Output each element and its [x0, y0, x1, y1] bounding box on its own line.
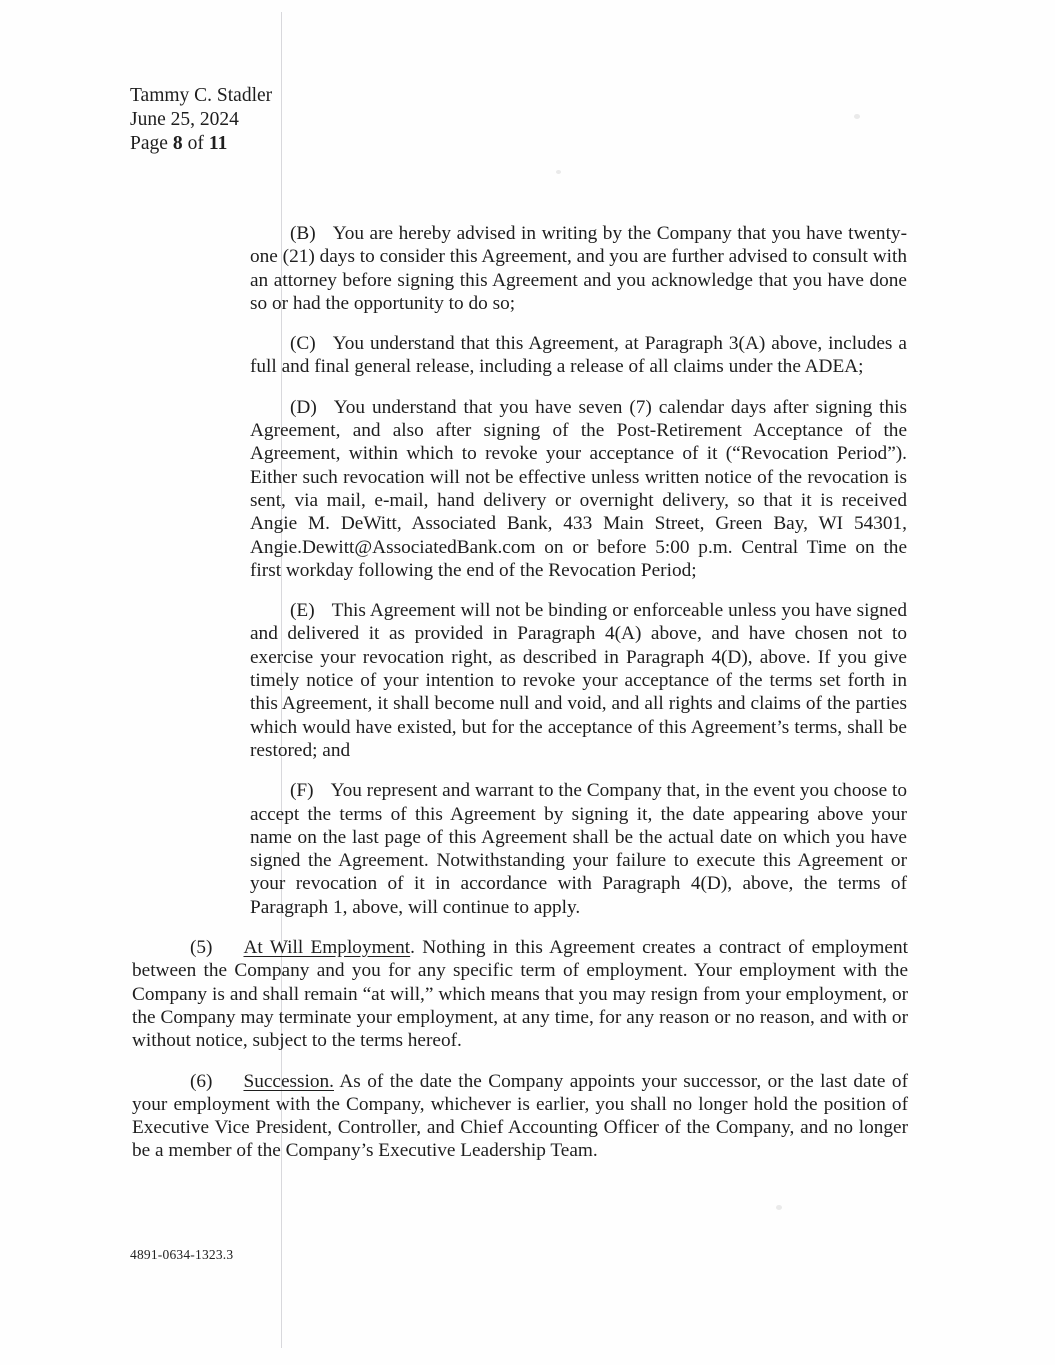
- letter-date: June 25, 2024: [130, 109, 239, 130]
- scan-speck: [556, 170, 561, 174]
- subparagraph-text: You understand that this Agreement, at Paragraph 3(A) above, includes a full and final general release, including a release of all claims under the ADEA;: [250, 333, 907, 378]
- subparagraph-E: [250, 599, 907, 762]
- subparagraph-F: [250, 779, 907, 919]
- page-number: 8: [172, 133, 183, 154]
- subparagraph-D: [250, 396, 907, 582]
- scan-speck: [776, 1205, 782, 1210]
- section-text: As of the date the Company appoints your successor, or the last date of your employment with the Company, whichever is earlier, you shall no longer hold the position of Executive Vice President, Controller, and Chief Accounting Officer of the Company, and no longer be a member of the Company’s Executive Leadership Team.: [132, 1070, 908, 1162]
- section-label: (6): [190, 1070, 213, 1092]
- page-indicator: [130, 132, 272, 156]
- recipient-name: Tammy C. Stadler: [130, 85, 273, 106]
- page-header: [130, 84, 272, 156]
- document-body: [132, 222, 908, 1180]
- subparagraph-label: (F): [290, 780, 314, 802]
- document-control-number: 4891-0634-1323.3: [130, 1247, 234, 1262]
- page-total: 11: [208, 133, 228, 154]
- subparagraph-label: (B): [290, 223, 316, 244]
- section-6-succession: [132, 1070, 908, 1163]
- subparagraph-label: (D): [290, 396, 317, 418]
- subparagraph-label: (E): [290, 600, 315, 622]
- subparagraph-C: [250, 332, 907, 379]
- section-heading: Succession.: [243, 1070, 334, 1092]
- section-heading: At Will Employment: [243, 937, 411, 959]
- subparagraph-B: [250, 222, 907, 315]
- scan-speck: [854, 114, 860, 119]
- section-5-at-will-employment: [132, 936, 908, 1052]
- section-label: (5): [190, 937, 213, 959]
- subparagraph-text: You are hereby advised in writing by the Company that you have twenty-one (21) days to consider this Agreement, and you are further advised to consult with an attorney before signing this Agreement and you acknowledge that you have done so or had the opportunity to do so;: [250, 223, 908, 314]
- subparagraph-label: (C): [290, 333, 316, 355]
- of-word: of: [187, 133, 204, 154]
- subparagraph-text: You represent and warrant to the Company that, in the event you choose to accept the terms of this Agreement by signing it, the date appearing above your name on the last page of this Agreement shall be the actual date on which you have signed the Agreement. Notwithstanding your failure to execute this Agreement or your revocation of it in accordance with Paragraph 4(D), above, the terms of Paragraph 1, above, will continue to apply.: [250, 780, 907, 918]
- section-text: . Nothing in this Agreement creates a contract of employment between the Company and you for any specific term of employment. Your employment with the Company is and shall remain “at will,” which means that you may resign from your employment, or the Company may terminate your employment, at any time, for any reason or no reason, and with or without notice, subject to the terms hereof.: [132, 937, 908, 1052]
- subparagraph-text: This Agreement will not be binding or enforceable unless you have signed and delivered it as provided in Paragraph 4(A) above, and have chosen not to exercise your revocation right, as described in Paragraph 4(D), above. If you give timely notice of your intention to revoke your acceptance of the terms set forth in this Agreement, it shall become null and void, and all rights and claims of the parties which would have existed, but for the acceptance of this Agreement’s terms, shall be restored; and: [250, 600, 907, 761]
- page-word: Page: [130, 133, 168, 154]
- subparagraph-text: You understand that you have seven (7) calendar days after signing this Agreement, and also after signing of the Post-Retirement Acceptance of the Agreement, within which to revoke your acceptance of it (“Revocation Period”). Either such revocation will not be effective unless written notice of the revocation is sent, via mail, e-mail, hand delivery or overnight delivery, so that it is received Angie M. DeWitt, Associated Bank, 433 Main Street, Green Bay, WI 54301, Angie.Dewitt@AssociatedBank.com on or before 5:00 p.m. Central Time on the first workday following the end of the Revocation Period;: [250, 396, 907, 581]
